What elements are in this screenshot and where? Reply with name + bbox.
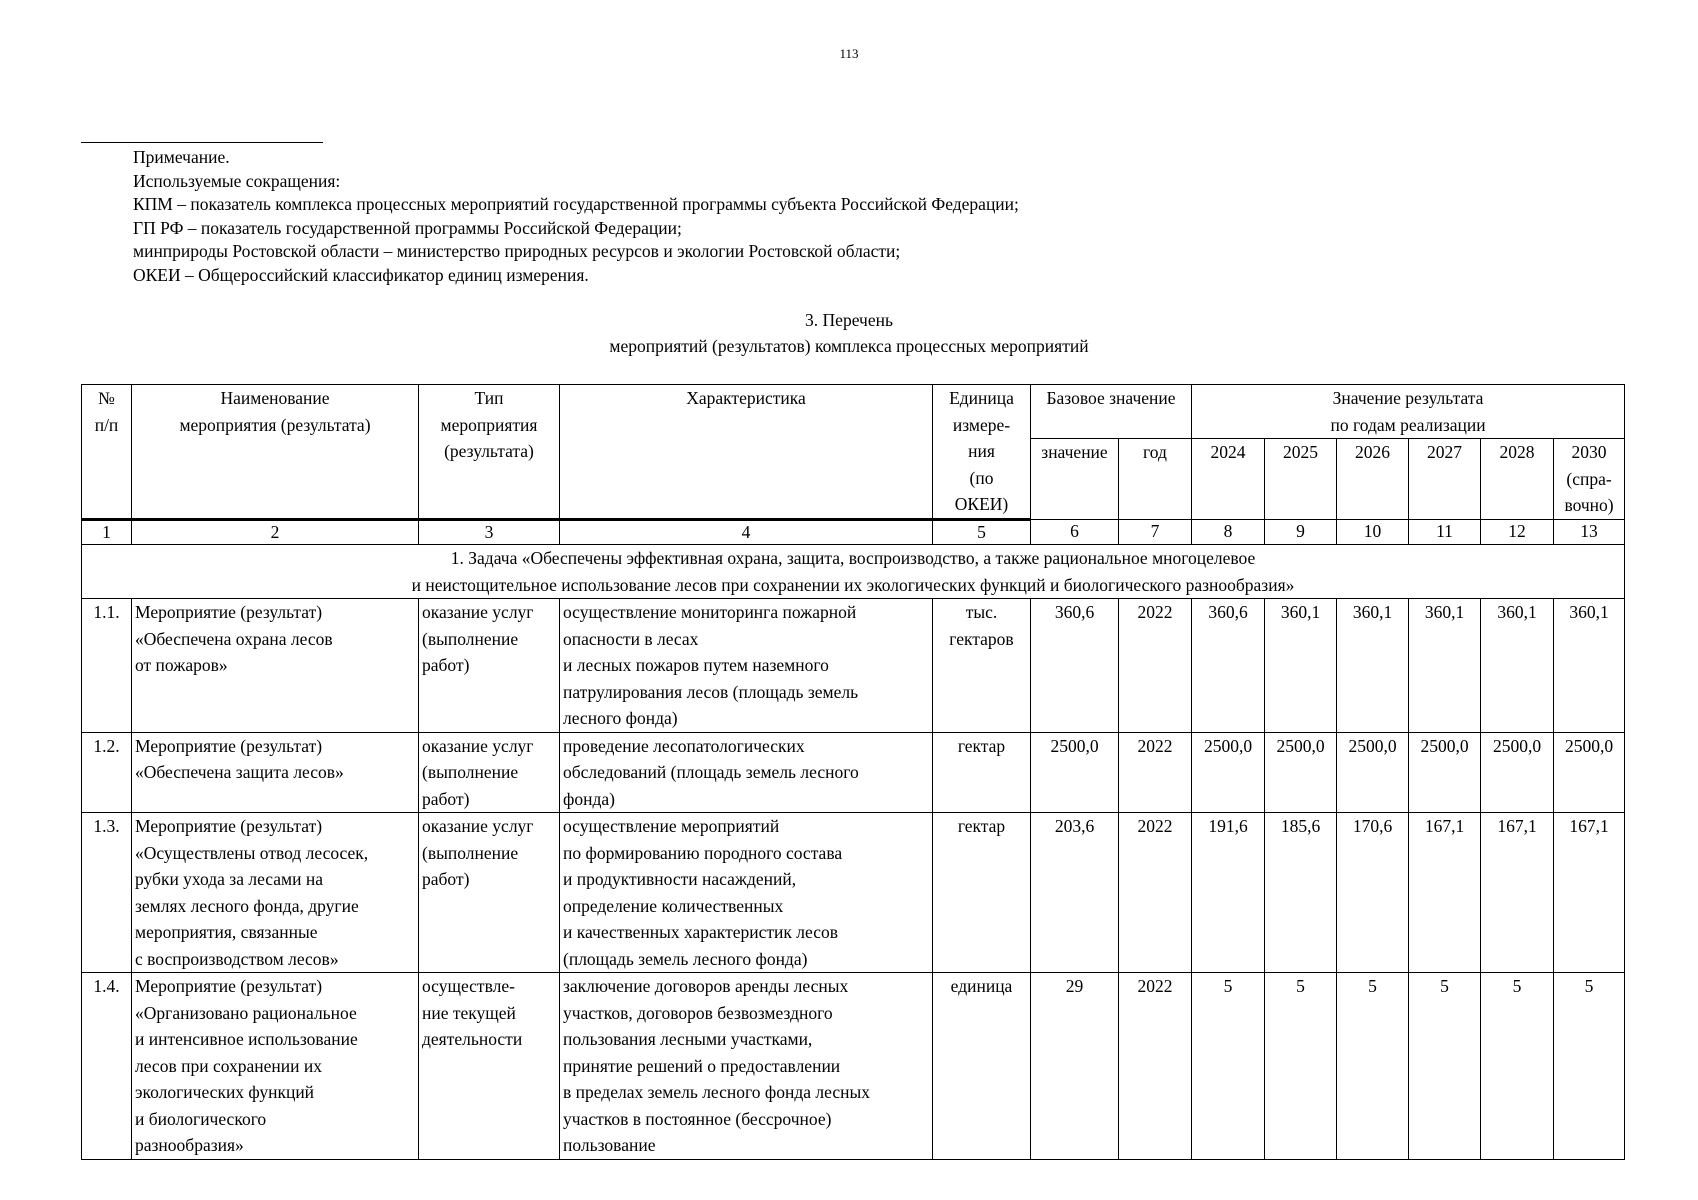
row-unit: гектар (933, 813, 1031, 973)
note-line: КПМ – показатель комплекса процессных мероприятий государственной программы субъекта Российской Федерации; (133, 194, 1019, 214)
column-number: 11 (1409, 520, 1481, 545)
header-base-value: значение (1031, 439, 1119, 520)
header-year-2030: 2030 (спра- вочно) (1554, 439, 1625, 520)
row-value-2027: 167,1 (1409, 813, 1481, 973)
row-value-2024: 5 (1192, 973, 1265, 1160)
table-row (82, 813, 1625, 973)
table-row (82, 732, 1625, 813)
row-characteristic: проведение лесопатологических обследований (площадь земель лесного фонда) (560, 732, 933, 813)
row-characteristic: осуществление мероприятий по формированию породного состава и продуктивности насаждений, определение количественных и качественных характеристик лесов (площадь земель лесного фонда) (560, 813, 933, 973)
column-number: 9 (1265, 520, 1337, 545)
section-title (0, 307, 1698, 359)
header-base: Базовое значение (1031, 385, 1192, 439)
column-number: 6 (1031, 520, 1119, 545)
task-title: 1. Задача «Обеспечены эффективная охрана, защита, воспроизводство, а также рациональное многоцелевое и неистощительное использование лесов при сохранении их экологических функций и биологического разнообразия» (82, 545, 1625, 599)
row-unit: тыс. гектаров (933, 599, 1031, 733)
row-name: Мероприятие (результат) «Организовано рациональное и интенсивное использование лесов при сохранении их экологических функций и биологического разнообразия» (132, 973, 419, 1160)
row-unit: гектар (933, 732, 1031, 813)
header-year-2024: 2024 (1192, 439, 1265, 520)
column-number: 3 (419, 520, 560, 545)
row-value-2030: 360,1 (1554, 599, 1625, 733)
row-value-2030: 5 (1554, 973, 1625, 1160)
header-year-2026: 2026 (1337, 439, 1409, 520)
row-value-2026: 5 (1337, 973, 1409, 1160)
row-value-2024: 2500,0 (1192, 732, 1265, 813)
row-value-2025: 360,1 (1265, 599, 1337, 733)
column-number: 13 (1554, 520, 1625, 545)
row-type: оказание услуг (выполнение работ) (419, 813, 560, 973)
column-number: 4 (560, 520, 933, 545)
header-year-2025: 2025 (1265, 439, 1337, 520)
row-base-value: 2500,0 (1031, 732, 1119, 813)
notes-block (133, 146, 1019, 287)
column-number: 7 (1119, 520, 1192, 545)
note-line: Используемые сокращения: (133, 170, 341, 191)
row-num: 1.3. (82, 813, 132, 973)
header-year-2028: 2028 (1481, 439, 1554, 520)
column-number: 10 (1337, 520, 1409, 545)
row-value-2028: 2500,0 (1481, 732, 1554, 813)
column-number: 5 (933, 520, 1031, 545)
row-characteristic: осуществление мониторинга пожарной опасности в лесах и лесных пожаров путем наземного патрулирования лесов (площадь земель лесного фонда) (560, 599, 933, 733)
row-unit: единица (933, 973, 1031, 1160)
column-number: 1 (82, 520, 132, 545)
section-title-line: 3. Перечень (805, 310, 893, 330)
row-value-2028: 360,1 (1481, 599, 1554, 733)
footnote-divider (81, 142, 323, 143)
row-name: Мероприятие (результат) «Осуществлены отвод лесосек, рубки ухода за лесами на землях лесного фонда, другие мероприятия, связанные с воспроизводством лесов» (132, 813, 419, 973)
row-name: Мероприятие (результат) «Обеспечена защита лесов» (132, 732, 419, 813)
row-value-2028: 167,1 (1481, 813, 1554, 973)
row-characteristic: заключение договоров аренды лесных участков, договоров безвозмездного пользования лесными участками, принятие решений о предоставлении в пределах земель лесного фонда лесных участков в постоянное (бессрочное) пользование (560, 973, 933, 1160)
row-value-2026: 170,6 (1337, 813, 1409, 973)
row-num: 1.1. (82, 599, 132, 733)
header-num: № п/п (82, 385, 132, 520)
header-unit: Единица измере- ния (по ОКЕИ) (933, 385, 1031, 520)
row-value-2027: 2500,0 (1409, 732, 1481, 813)
row-value-2028: 5 (1481, 973, 1554, 1160)
column-number: 8 (1192, 520, 1265, 545)
note-line: минприроды Ростовской области – министерство природных ресурсов и экологии Ростовской области; (133, 241, 901, 261)
table-row (82, 599, 1625, 733)
page-number: 113 (839, 46, 859, 61)
row-num: 1.4. (82, 973, 132, 1160)
row-value-2024: 191,6 (1192, 813, 1265, 973)
row-value-2030: 2500,0 (1554, 732, 1625, 813)
row-base-value: 203,6 (1031, 813, 1119, 973)
row-base-year: 2022 (1119, 973, 1192, 1160)
header-name: Наименование мероприятия (результата) (132, 385, 419, 520)
row-base-year: 2022 (1119, 732, 1192, 813)
note-line: ГП РФ – показатель государственной программы Российской Федерации; (133, 217, 682, 238)
row-type: осуществле- ние текущей деятельности (419, 973, 560, 1160)
section-title-line: мероприятий (результатов) комплекса процессных мероприятий (609, 336, 1089, 356)
row-type: оказание услуг (выполнение работ) (419, 732, 560, 813)
table-row (82, 973, 1625, 1160)
note-line: Примечание. (133, 147, 230, 167)
row-value-2024: 360,6 (1192, 599, 1265, 733)
row-value-2026: 360,1 (1337, 599, 1409, 733)
row-base-year: 2022 (1119, 813, 1192, 973)
row-base-year: 2022 (1119, 599, 1192, 733)
row-value-2026: 2500,0 (1337, 732, 1409, 813)
row-value-2027: 5 (1409, 973, 1481, 1160)
header-year-2027: 2027 (1409, 439, 1481, 520)
header-row (82, 385, 1625, 439)
row-value-2025: 185,6 (1265, 813, 1337, 973)
row-base-value: 29 (1031, 973, 1119, 1160)
row-type: оказание услуг (выполнение работ) (419, 599, 560, 733)
row-base-value: 360,6 (1031, 599, 1119, 733)
results-table (81, 384, 1625, 1160)
header-characteristic: Характеристика (560, 385, 933, 520)
row-num: 1.2. (82, 732, 132, 813)
row-value-2030: 167,1 (1554, 813, 1625, 973)
column-number: 12 (1481, 520, 1554, 545)
row-value-2025: 2500,0 (1265, 732, 1337, 813)
header-base-year: год (1119, 439, 1192, 520)
row-value-2027: 360,1 (1409, 599, 1481, 733)
row-value-2025: 5 (1265, 973, 1337, 1160)
header-type: Тип мероприятия (результата) (419, 385, 560, 520)
column-number: 2 (132, 520, 419, 545)
note-line: ОКЕИ – Общероссийский классификатор единиц измерения. (133, 264, 589, 285)
header-result: Значение результата по годам реализации (1192, 385, 1625, 439)
row-name: Мероприятие (результат) «Обеспечена охрана лесов от пожаров» (132, 599, 419, 733)
column-number-row (82, 520, 1625, 545)
task-row (82, 545, 1625, 599)
